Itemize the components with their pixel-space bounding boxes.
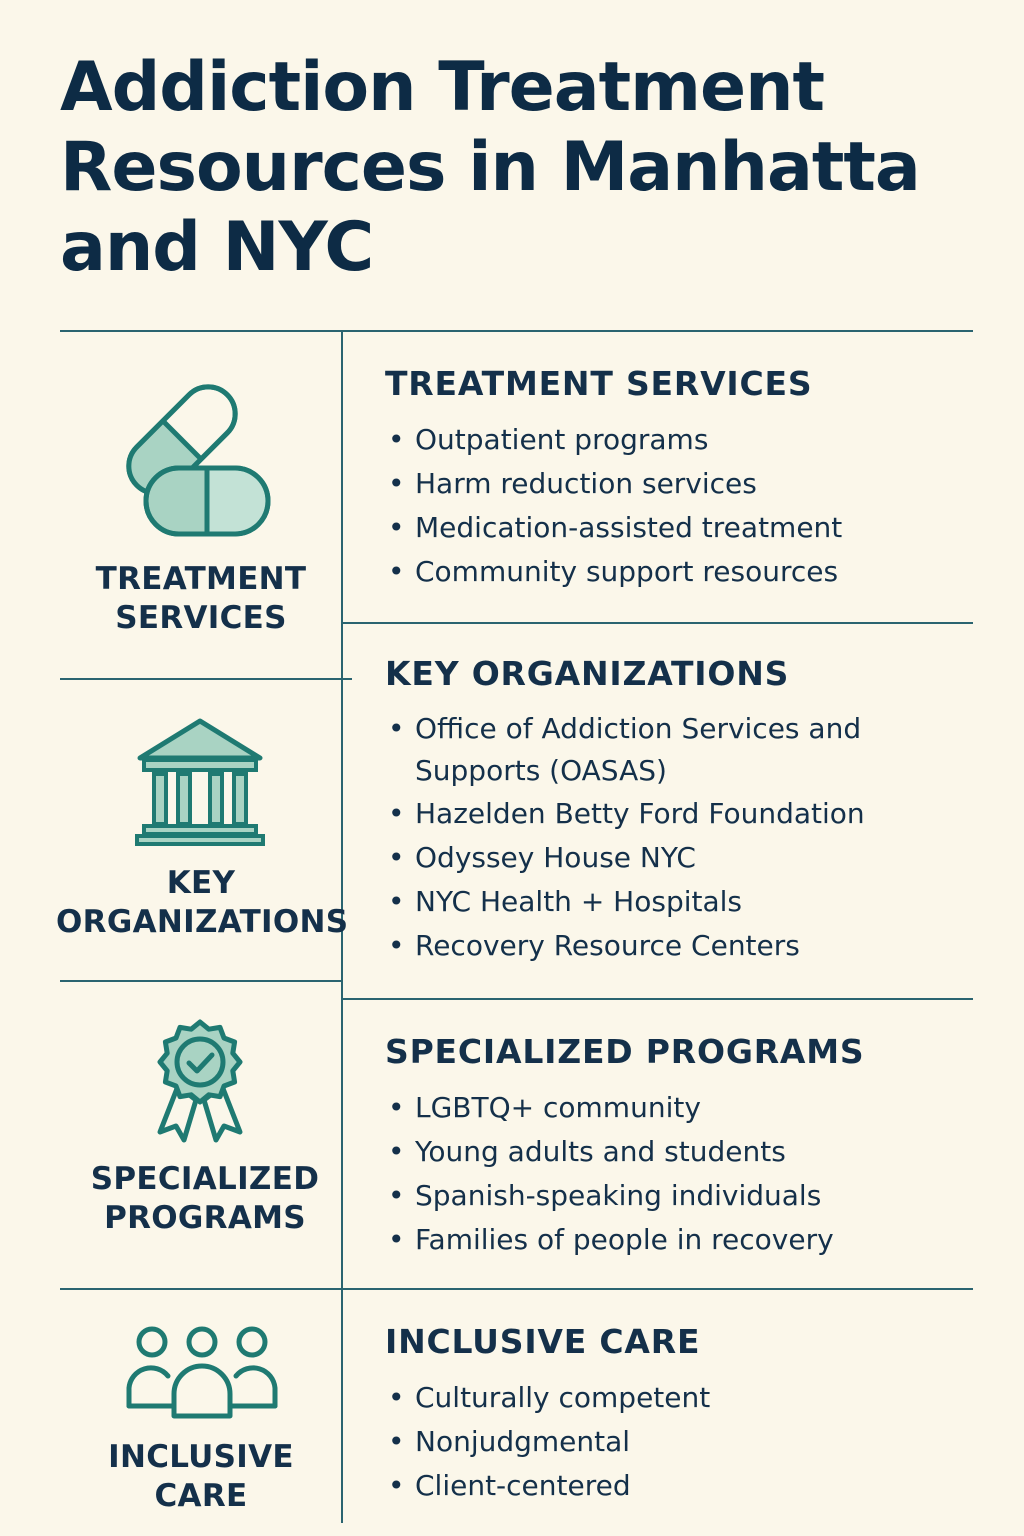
list-item: • Hazelden Betty Ford Foundation <box>388 797 865 830</box>
list-item: • Nonjudgmental <box>388 1425 631 1458</box>
specialized-programs-label: SPECIALIZED PROGRAMS <box>90 1161 320 1236</box>
treatment-services-section <box>385 364 985 594</box>
specialized-programs-section <box>385 1032 985 1262</box>
treatment-services-label: TREATMENT SERVICES <box>95 561 307 636</box>
right-divider-2 <box>342 998 973 1000</box>
title-line-1: Addiction Treatment <box>60 48 825 127</box>
list-item: • Families of people in recovery <box>388 1223 834 1256</box>
list-item: • Spanish-speaking individuals <box>388 1179 822 1212</box>
list-item: • Recovery Resource Centers <box>388 929 800 962</box>
right-divider-1 <box>342 622 973 624</box>
people-group-icon <box>124 1322 280 1422</box>
capsule-pills-icon <box>120 380 280 550</box>
list-item: • Office of Addiction Services and Supports (OASAS) <box>388 712 862 787</box>
key-organizations-title: KEY ORGANIZATIONS <box>385 654 790 693</box>
inclusive-care-section <box>385 1322 985 1508</box>
list-item: • Outpatient programs <box>388 423 709 456</box>
key-organizations-label: KEY ORGANIZATIONS <box>56 865 349 940</box>
key-organizations-section <box>385 654 985 968</box>
list-item: • Culturally competent <box>388 1381 711 1414</box>
full-divider-3 <box>60 1288 973 1290</box>
top-divider <box>60 330 973 332</box>
page-title <box>60 48 1000 288</box>
inclusive-care-label: INCLUSIVE CARE <box>108 1439 294 1514</box>
treatment-services-title: TREATMENT SERVICES <box>385 364 813 403</box>
list-item: • Harm reduction services <box>388 467 757 500</box>
list-item: • Community support resources <box>388 555 839 588</box>
left-divider-2 <box>60 980 342 982</box>
institution-building-icon <box>134 716 266 846</box>
left-divider-1 <box>60 678 352 680</box>
inclusive-care-title: INCLUSIVE CARE <box>385 1322 701 1361</box>
title-line-3: and NYC <box>60 208 374 287</box>
list-item: • LGBTQ+ community <box>388 1091 701 1124</box>
list-item: • Odyssey House NYC <box>388 841 696 874</box>
title-line-2: Resources in Manhatta <box>60 128 920 207</box>
list-item: • Young adults and students <box>388 1135 786 1168</box>
award-ribbon-icon <box>150 1014 250 1144</box>
list-item: • NYC Health + Hospitals <box>388 885 743 918</box>
specialized-programs-title: SPECIALIZED PROGRAMS <box>385 1032 865 1071</box>
list-item: • Client-centered <box>388 1469 631 1502</box>
list-item: • Medication-assisted treatment <box>388 511 843 544</box>
